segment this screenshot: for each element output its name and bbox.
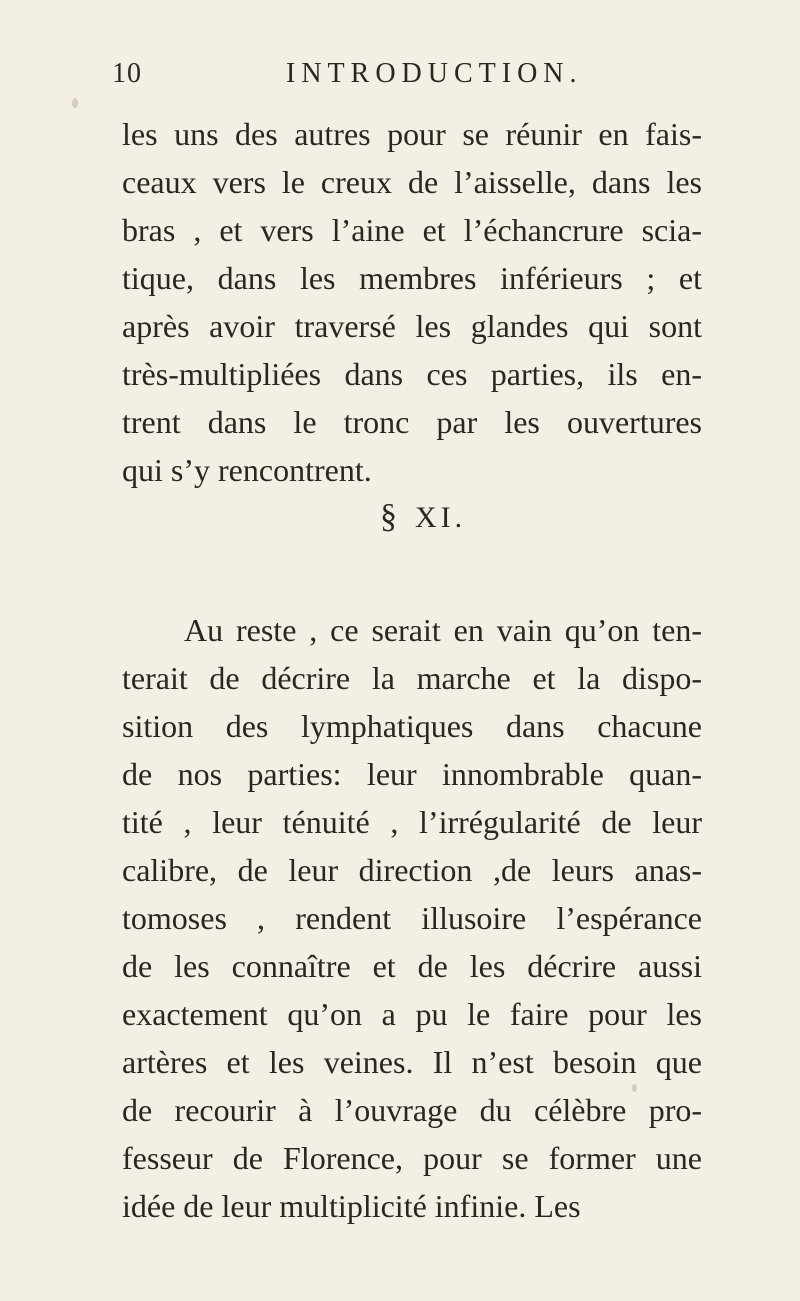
text-line: calibre, de leur direction ,de leurs anas- <box>122 852 702 888</box>
paragraph-1 <box>122 110 702 494</box>
section-heading <box>380 498 466 536</box>
text-line: trent dans le tronc par les ouvertures <box>122 404 702 440</box>
section-number: XI. <box>415 501 467 534</box>
paragraph-2 <box>122 606 702 1230</box>
text-line: terait de décrire la marche et la dispo- <box>122 660 702 696</box>
text-line: sition des lymphatiques dans chacune <box>122 708 702 744</box>
page-number: 10 <box>112 58 142 89</box>
text-line: les uns des autres pour se réunir en fais- <box>122 116 702 152</box>
text-line: exactement qu’on a pu le faire pour les <box>122 996 702 1032</box>
text-line: tomoses , rendent illusoire l’espérance <box>122 900 702 936</box>
running-head <box>112 58 692 98</box>
text-line: tité , leur ténuité , l’irrégularité de leur <box>122 804 702 840</box>
text-line: ceaux vers le creux de l’aisselle, dans les <box>122 164 702 200</box>
text-line: après avoir traversé les glandes qui sont <box>122 308 702 344</box>
section-mark: § <box>380 498 401 535</box>
text-line: Au reste , ce serait en vain qu’on ten- <box>184 612 702 648</box>
text-line: artères et les veines. Il n’est besoin que <box>122 1044 702 1080</box>
text-line: de recourir à l’ouvrage du célèbre pro- <box>122 1092 702 1128</box>
text-line: de nos parties: leur innombrable quan- <box>122 756 702 792</box>
text-line: bras , et vers l’aine et l’échancrure scia- <box>122 212 702 248</box>
ink-spot <box>632 1084 637 1092</box>
text-line: très-multipliées dans ces parties, ils en- <box>122 356 702 392</box>
text-line: tique, dans les membres inférieurs ; et <box>122 260 702 296</box>
running-title: INTRODUCTION. <box>286 58 583 89</box>
text-line: de les connaître et de les décrire aussi <box>122 948 702 984</box>
text-line: fesseur de Florence, pour se former une <box>122 1140 702 1176</box>
text-line: idée de leur multiplicité infinie. Les <box>122 1188 581 1224</box>
text-line: qui s’y rencontrent. <box>122 452 372 488</box>
ink-spot <box>72 98 78 108</box>
